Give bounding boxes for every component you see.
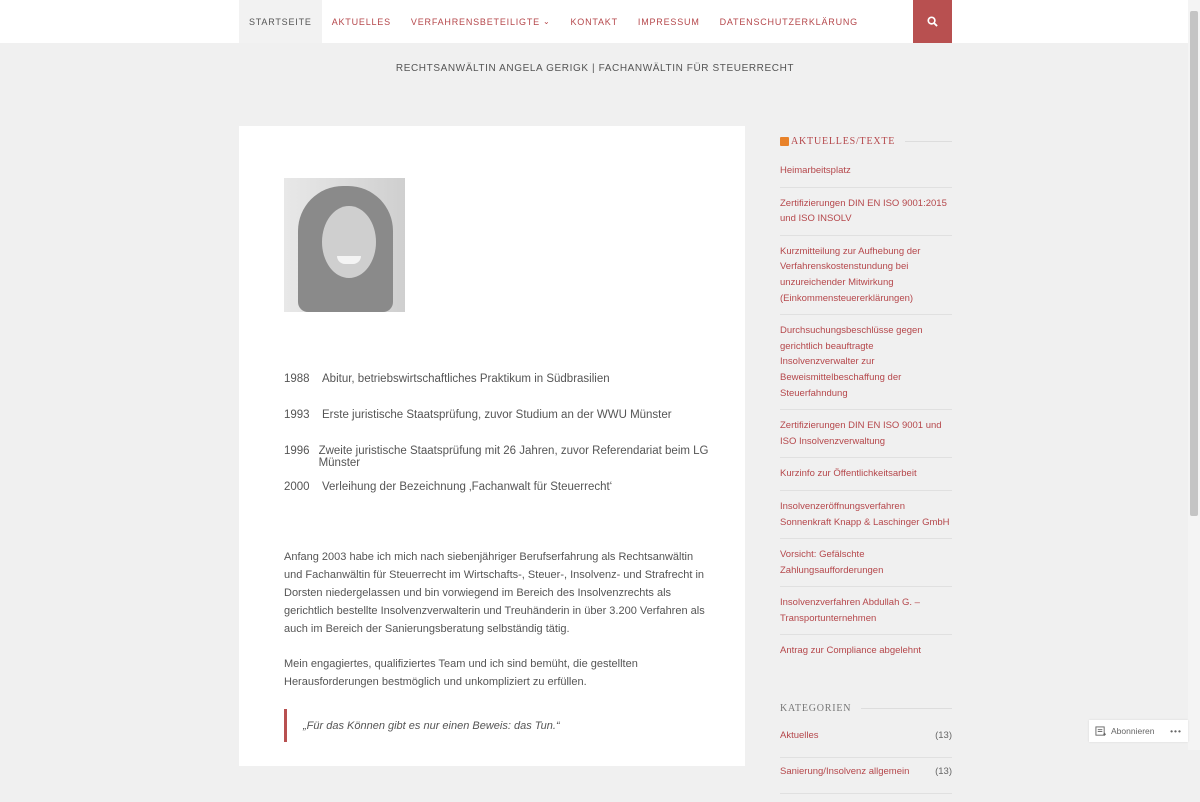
category-count: (13) [935, 766, 952, 778]
nav-label: KONTAKT [570, 16, 618, 27]
nav-item-aktuelles[interactable] [322, 0, 401, 43]
news-link[interactable]: Zertifizierungen DIN EN ISO 9001:2015 und ISO INSOLV [780, 188, 952, 236]
subscribe-icon [1095, 726, 1106, 737]
nav-label: IMPRESSUM [637, 16, 700, 27]
quote: „Für das Können gibt es nur einen Beweis: das Tun.“ [284, 709, 709, 742]
nav-label: STARTSEITE [249, 16, 312, 27]
cv-year: 1993 [284, 409, 310, 421]
portrait-photo [284, 178, 405, 312]
cv-text: Abitur, betriebswirtschaftliches Praktikum in Südbrasilien [322, 373, 610, 385]
news-list [780, 163, 952, 667]
subscribe-button[interactable]: Abonnieren [1111, 726, 1155, 736]
sidebar [780, 126, 952, 802]
search-button[interactable] [913, 0, 952, 43]
nav-label: VERFAHRENSBETEILIGTE [410, 16, 540, 27]
nav-item-kontakt[interactable] [560, 0, 627, 43]
cv-text: Zweite juristische Staatsprüfung mit 26 Jahren, zuvor Referendariat beim LG Münster [318, 445, 709, 469]
news-link[interactable]: Kurzinfo zur Öffentlichkeitsarbeit [780, 458, 952, 491]
subscribe-bar [1089, 720, 1188, 742]
intro-paragraph: Anfang 2003 habe ich mich nach siebenjähriger Berufserfahrung als Rechtsanwältin und Fachanwältin für Steuerrecht im Wirtschafts-, Steuer-, Insolvenz- und Strafrecht in Dorsten niedergelassen und bin vorwiegend im Bereich des Insolvenzrechts als gerichtlich bestellte Insolvenzverwalterin und Treuhänderin in über 3.200 Verfahren als auch im Bereich der Sanierungsberatung selbständig tätig. [284, 551, 705, 635]
more-options-button[interactable]: ••• [1170, 726, 1182, 736]
chevron-down-icon: ⌄ [542, 17, 551, 26]
news-title-label[interactable]: AKTUELLES/TEXTE [791, 136, 896, 147]
category-count: (13) [935, 730, 952, 742]
nav-item-startseite[interactable] [239, 0, 322, 43]
nav-item-impressum[interactable] [628, 0, 710, 43]
cv-row [284, 481, 714, 517]
main-content [239, 126, 745, 766]
nav-label: AKTUELLES [331, 16, 391, 27]
page-scrollbar[interactable] [1188, 0, 1200, 750]
news-link[interactable]: Durchsuchungsbeschlüsse gegen gerichtlich beauftragte Insolvenzverwalter zur Beweismittelbeschaffung der Steuerfahndung [780, 315, 952, 410]
news-link[interactable]: Antrag zur Compliance abgelehnt [780, 645, 922, 657]
cv-row [284, 373, 714, 409]
nav-item-verfahrensbeteiligte[interactable] [401, 0, 561, 43]
news-link[interactable]: Insolvenzeröffnungsverfahren Sonnenkraft Knapp & Laschinger GmbH [780, 491, 952, 539]
news-widget-title [780, 136, 952, 147]
cv-list [284, 373, 714, 517]
team-paragraph: Mein engagiertes, qualifiziertes Team und ich sind bemüht, die gestellten Herausforderungen bestmöglich und unkompliziert zu erfüllen. [284, 658, 638, 688]
site-tagline: RECHTSANWÄLTIN ANGELA GERIGK | FACHANWÄLTIN FÜR STEUERRECHT [395, 63, 795, 74]
cv-year: 1988 [284, 373, 310, 385]
category-link[interactable]: Sanierung/Insolvenz allgemein [780, 766, 910, 778]
top-navigation-bar [0, 0, 1188, 43]
cv-text: Verleihung der Bezeichnung ‚Fachanwalt für Steuerrecht‘ [322, 481, 613, 493]
divider [861, 708, 952, 709]
news-link[interactable]: Insolvenzverfahren Abdullah G. – Transportunternehmen [780, 587, 952, 635]
main-nav [239, 0, 868, 43]
cv-row [284, 409, 714, 445]
news-link[interactable]: Zertifizierungen DIN EN ISO 9001 und ISO Insolvenzverwaltung [780, 410, 952, 458]
cv-row [284, 445, 714, 481]
cv-text: Erste juristische Staatsprüfung, zuvor Studium an der WWU Münster [322, 409, 672, 421]
category-link[interactable]: Aktuelles [780, 730, 819, 742]
category-item [780, 730, 952, 758]
divider [905, 141, 952, 142]
nav-item-datenschutz[interactable] [710, 0, 868, 43]
nav-label: DATENSCHUTZERKLÄRUNG [719, 16, 858, 27]
categories-widget-title [780, 703, 952, 714]
categories-list [780, 730, 952, 794]
news-link[interactable]: Heimarbeitsplatz [780, 163, 952, 188]
news-link[interactable]: Kurzmitteilung zur Aufhebung der Verfahrenskostenstundung bei unzureichender Mitwirkung (Einkommensteuererklärungen) [780, 236, 952, 315]
category-item [780, 766, 952, 794]
cv-year: 2000 [284, 481, 310, 493]
cv-year: 1996 [284, 445, 310, 457]
rss-icon[interactable] [780, 137, 789, 146]
news-link[interactable]: Vorsicht: Gefälschte Zahlungsaufforderungen [780, 539, 952, 587]
categories-title-label: KATEGORIEN [780, 703, 852, 715]
search-icon [927, 16, 938, 27]
scrollbar-thumb[interactable] [1190, 11, 1198, 516]
